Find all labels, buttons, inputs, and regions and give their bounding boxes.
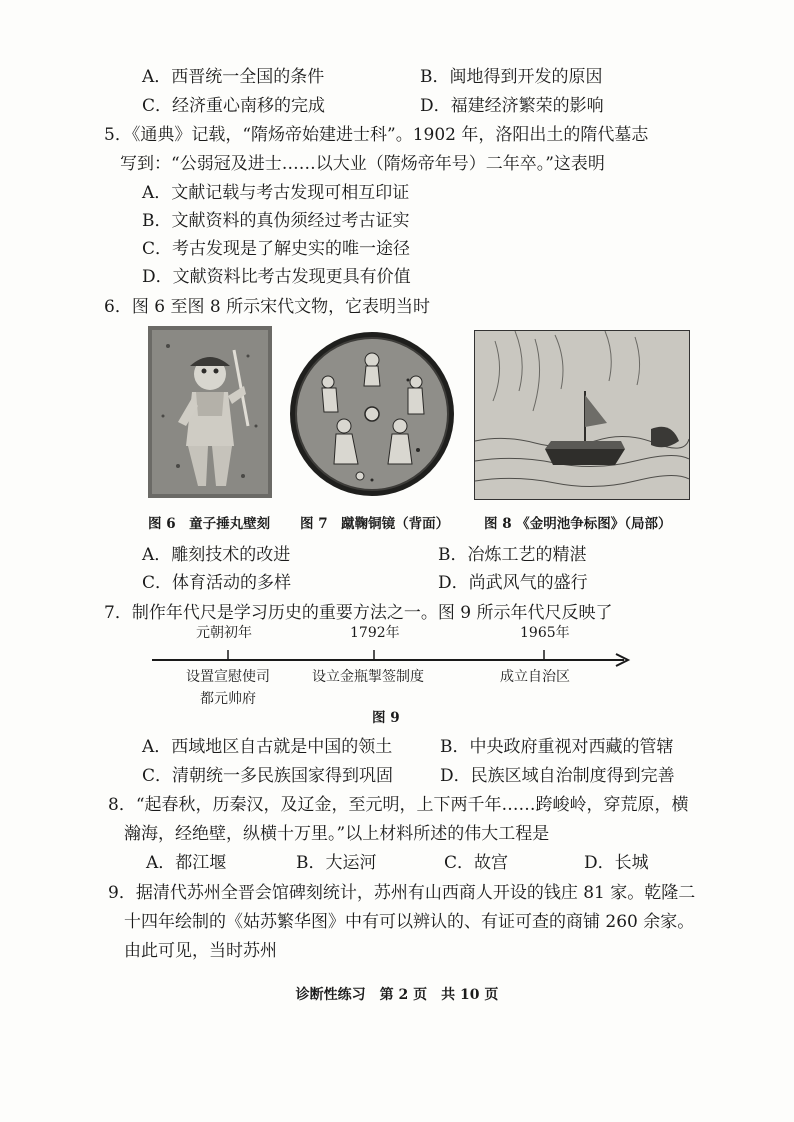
q4-option-a: A．西晋统一全国的条件 [142,67,325,87]
q7-option-b: B．中央政府重视对西藏的管辖 [440,737,674,757]
page-footer: 诊断性练习 第 2 页 共 10 页 [295,987,499,1003]
q6-stem: 6．图 6 至图 8 所示宋代文物，它表明当时 [104,297,431,317]
figure-6-carving-image [148,326,272,498]
q6-option-b: B．冶炼工艺的精湛 [438,545,587,565]
q6-option-c: C．体育活动的多样 [142,573,292,593]
q7-stem: 7．制作年代尺是学习历史的重要方法之一。图 9 所示年代尺反映了 [104,603,613,623]
q4-option-c: C．经济重心南移的完成 [142,96,326,116]
q7-option-d: D．民族区域自治制度得到完善 [440,766,675,786]
figure-9-caption: 图 9 [372,710,400,726]
q9-stem-line2: 十四年绘制的《姑苏繁华图》中有可以辨认的、有证可查的商铺 260 余家。 [124,912,695,932]
q7-option-a: A．西域地区自古就是中国的领土 [142,737,393,757]
q4-option-b: B．闽地得到开发的原因 [420,67,603,87]
timeline-label-bottom-1a: 设置宣慰使司 [186,669,270,685]
timeline-label-top-3: 1965年 [520,625,570,641]
q7-option-c: C．清朝统一多民族国家得到巩固 [142,766,394,786]
q5-stem-line1: 5．《通典》记载，“隋炀帝始建进士科”。1902 年，洛阳出土的隋代墓志 [104,125,649,145]
figure-6-caption: 图 6 童子捶丸壁刻 [148,516,271,532]
q8-option-a: A．都江堰 [146,853,227,873]
q9-stem-line3: 由此可见，当时苏州 [124,941,277,961]
timeline-label-bottom-1b: 都元帅府 [200,691,256,707]
figure-7-mirror-image [288,330,456,498]
q5-stem-line2: 写到：“公弱冠及进士……以大业（隋炀帝年号）二年卒。”这表明 [120,154,605,174]
q8-option-c: C．故宫 [444,853,509,873]
timeline-label-bottom-2: 设立金瓶掣签制度 [312,669,424,685]
q8-option-d: D．长城 [584,853,649,873]
q9-stem-line1: 9．据清代苏州全晋会馆碑刻统计，苏州有山西商人开设的钱庄 81 家。乾隆二 [108,883,696,903]
timeline-label-top-1: 元朝初年 [196,625,252,641]
q5-option-b: B．文献资料的真伪须经过考古证实 [142,211,410,231]
q6-option-d: D．尚武风气的盛行 [438,573,588,593]
q8-stem-line2: 瀚海，经绝壁，纵横十万里。”以上材料所述的伟大工程是 [124,824,550,844]
timeline-label-top-2: 1792年 [350,625,400,641]
q5-option-a: A．文献记载与考古发现可相互印证 [142,183,410,203]
q8-option-b: B．大运河 [296,853,377,873]
q8-stem-line1: 8．“起春秋，历秦汉，及辽金，至元明，上下两千年……跨峻岭，穿荒原，横 [108,795,689,815]
q5-option-d: D．文献资料比考古发现更具有价值 [142,267,411,287]
timeline-label-bottom-3: 成立自治区 [500,669,570,685]
figure-8-painting-image [474,330,690,500]
q5-option-c: C．考古发现是了解史实的唯一途径 [142,239,411,259]
figure-8-caption: 图 8 《金明池争标图》（局部） [484,516,672,532]
figure-9-timeline [150,624,634,714]
q6-option-a: A．雕刻技术的改进 [142,545,291,565]
q4-option-d: D．福建经济繁荣的影响 [420,96,604,116]
figure-7-caption: 图 7 蹴鞠铜镜（背面） [300,516,450,532]
